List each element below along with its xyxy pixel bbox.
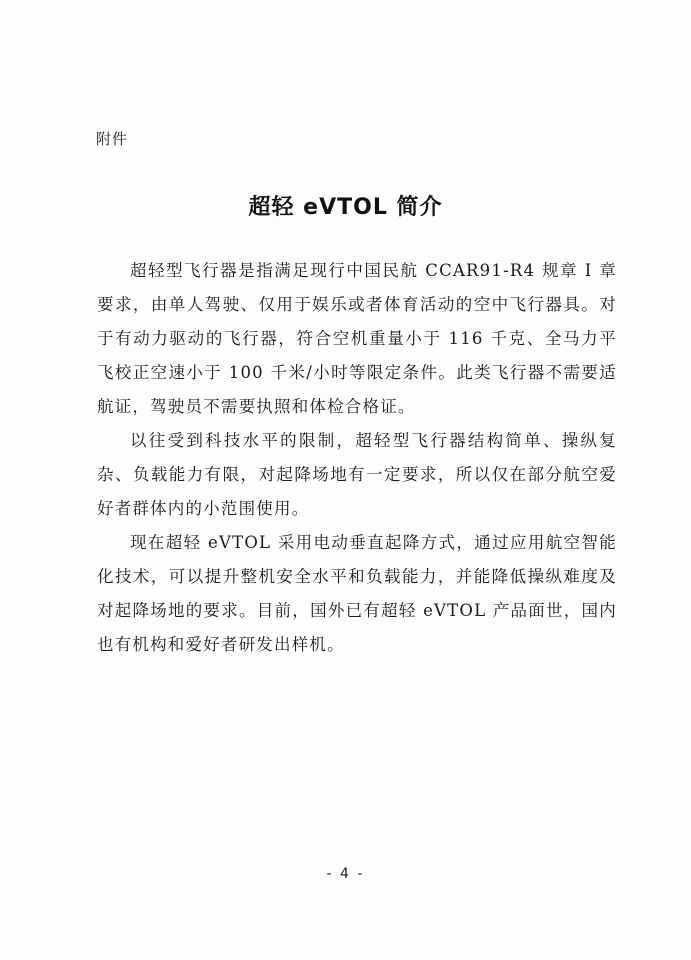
- paragraph: 超轻型飞行器是指满足现行中国民航 CCAR91-R4 规章 I 章要求，由单人驾驶、仅用于娱乐或者体育活动的空中飞行器具。对于有动力驱动的飞行器，符合空机重量小于 116 千克、全马力平飞校正空速小于 100 千米/小时等限定条件。此类飞行器不需要适航证，驾驶员不需要执照和体检合格证。: [97, 261, 617, 416]
- paragraph: 现在超轻 eVTOL 采用电动垂直起降方式，通过应用航空智能化技术，可以提升整机安全水平和负载能力，并能降低操纵难度及对起降场地的要求。目前，国外已有超轻 eVTOL 产品面世，国内也有机构和爱好者研发出样机。: [97, 533, 617, 654]
- document-title: 超轻 eVTOL 简介: [248, 195, 443, 220]
- page-number: - 4 -: [326, 866, 365, 882]
- document-body: [97, 254, 617, 662]
- attachment-label: 附件: [96, 130, 129, 148]
- paragraph: 以往受到科技水平的限制，超轻型飞行器结构简单、操纵复杂、负载能力有限，对起降场地有一定要求，所以仅在部分航空爱好者群体内的小范围使用。: [97, 431, 617, 518]
